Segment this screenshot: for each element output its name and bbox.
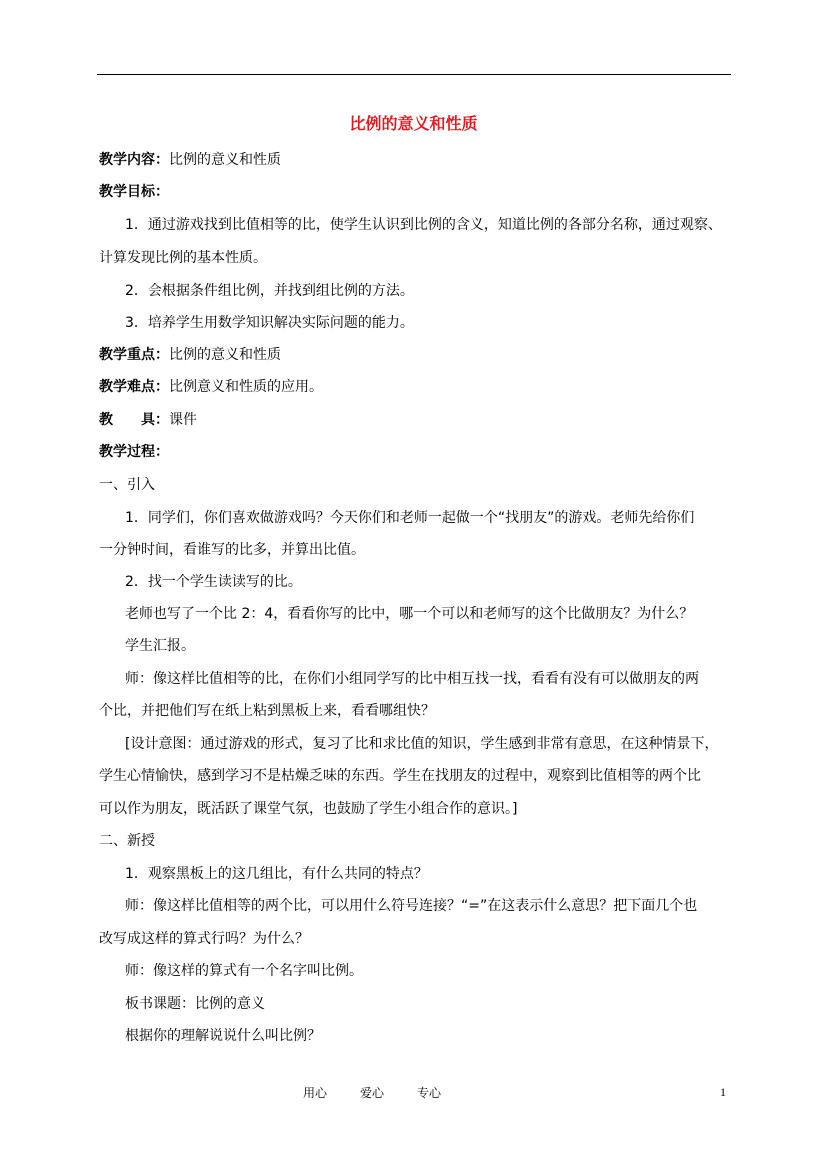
document-title: 比例的意义和性质	[349, 114, 478, 133]
difficulty-label: 教学难点：	[99, 379, 169, 395]
section-1-p1-line-2: 一分钟时间，看谁写的比多，并算出比值。	[99, 542, 365, 558]
process-label: 教学过程：	[99, 444, 169, 460]
header-rule	[97, 74, 731, 75]
difficulty-value: 比例意义和性质的应用。	[169, 379, 323, 395]
section-2-p2-line-2: 改写成这样的算式行吗？为什么？	[99, 931, 309, 947]
section-2-p2-line-1: 师：像这样比值相等的两个比，可以用什么符号连接？“=”在这表示什么意思？把下面几个也	[125, 898, 698, 914]
objective-2: 2．会根据条件组比例，并找到组比例的方法。	[125, 283, 414, 299]
section-2-p3: 师：像这样的算式有一个名字叫比例。	[125, 963, 363, 979]
section-1-p3: 老师也写了一个比 2：4，看看你写的比中，哪一个可以和老师写的这个比做朋友？为什么？	[125, 606, 694, 622]
footer-left: 用心	[303, 1086, 328, 1100]
key-point-line	[99, 345, 281, 365]
teaching-content-line	[99, 150, 281, 170]
objective-3: 3．培养学生用数学知识解决实际问题的能力。	[125, 315, 414, 331]
section-2-p4: 板书课题：比例的意义	[125, 996, 265, 1012]
section-2-heading: 二、新授	[99, 833, 155, 849]
design-intent-line-3: 可以作为朋友，既活跃了课堂气氛，也鼓励了学生小组合作的意识。]	[99, 801, 518, 817]
tools-label-a: 教	[99, 412, 113, 428]
tools-line	[99, 410, 197, 430]
section-1-p5-line-2: 个比，并把他们写在纸上粘到黑板上来，看看哪组快？	[99, 703, 435, 719]
objective-1-line-2: 计算发现比例的基本性质。	[99, 250, 267, 266]
section-2-p1: 1．观察黑板上的这几组比，有什么共同的特点？	[125, 866, 428, 882]
process-heading	[99, 442, 169, 462]
key-point-value: 比例的意义和性质	[169, 347, 281, 363]
objective-1-line-1: 1．通过游戏找到比值相等的比，使学生认识到比例的含义，知道比例的各部分名称，通过观察、	[125, 217, 722, 233]
objectives-label: 教学目标：	[99, 184, 169, 200]
teaching-content-value: 比例的意义和性质	[169, 152, 281, 168]
section-1-heading: 一、引入	[99, 477, 155, 493]
teaching-content-label: 教学内容：	[99, 152, 169, 168]
section-1-p5-line-1: 师：像这样比值相等的比，在你们小组同学写的比中相互找一找，看看有没有可以做朋友的两	[125, 671, 699, 687]
footer-right: 专心	[417, 1086, 442, 1100]
section-1-p1-line-1: 1．同学们，你们喜欢做游戏吗？今天你们和老师一起做一个“找朋友”的游戏。老师先给你们	[125, 510, 695, 526]
section-1-p2: 2．找一个学生读读写的比。	[125, 574, 302, 590]
footer-middle: 爱心	[360, 1086, 385, 1100]
tools-label-b: 具：	[141, 412, 169, 428]
page-number: 1	[720, 1085, 726, 1099]
section-1-p4: 学生汇报。	[125, 638, 195, 654]
section-2-p5: 根据你的理解说说什么叫比例？	[125, 1028, 321, 1044]
objectives-heading	[99, 182, 169, 202]
tools-value: 课件	[169, 412, 197, 428]
key-point-label: 教学重点：	[99, 347, 169, 363]
difficulty-line	[99, 377, 323, 397]
design-intent-line-2: 学生心情愉快，感到学习不是枯燥乏味的东西。学生在找朋友的过程中，观察到比值相等的两个比	[99, 768, 701, 784]
design-intent-line-1: [设计意图：通过游戏的形式，复习了比和求比值的知识，学生感到非常有意思，在这种情景下，	[125, 736, 719, 752]
